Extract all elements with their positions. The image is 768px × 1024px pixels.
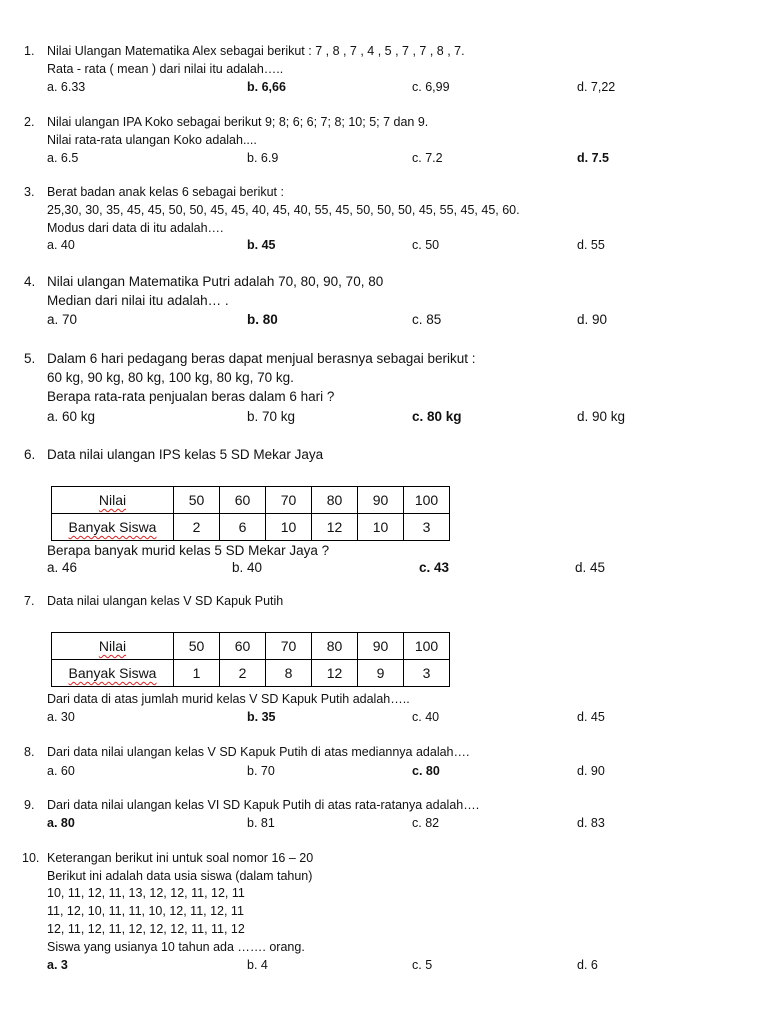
option-a: a. 40 [47, 238, 75, 252]
option-d: d. 90 kg [577, 409, 626, 424]
question-10-number: 10. [22, 851, 40, 865]
question-6-number: 6. [24, 447, 36, 462]
option-d: d. 45 [575, 560, 606, 575]
table-cell: 10 [266, 514, 312, 541]
table-cell: 9 [358, 660, 404, 687]
option-d: d. 90 [577, 764, 605, 778]
question-3-text: Berat badan anak kelas 6 sebagai berikut : [47, 185, 284, 199]
option-d: d. 83 [577, 816, 605, 830]
table-row [52, 487, 450, 514]
table-cell: 2 [174, 514, 220, 541]
option-d: d. 7,22 [577, 80, 616, 94]
table-row [52, 633, 450, 660]
table-cell: 60 [220, 487, 266, 514]
option-a-answer: a. 80 [47, 816, 75, 830]
question-1-number: 1. [24, 44, 35, 58]
option-d-answer: d. 7.5 [577, 151, 609, 165]
option-a: a. 6.5 [47, 151, 79, 165]
question-4-text: Nilai ulangan Matematika Putri adalah 70, 80, 90, 70, 80 [47, 274, 384, 289]
question-2-text: Nilai rata-rata ulangan Koko adalah.... [47, 133, 257, 147]
table-cell: 70 [266, 487, 312, 514]
option-c: c. 7.2 [412, 151, 443, 165]
table-header-cell [52, 633, 174, 660]
option-a: a. 60 kg [47, 409, 96, 424]
question-4-number: 4. [24, 274, 36, 289]
table-cell: 10 [358, 514, 404, 541]
option-b: b. 6.9 [247, 151, 279, 165]
question-10-text: 10, 11, 12, 11, 13, 12, 12, 11, 12, 11 [47, 886, 245, 900]
question-8-number: 8. [24, 745, 35, 759]
table-cell: 2 [220, 660, 266, 687]
question-10-text: 12, 11, 12, 11, 12, 12, 12, 11, 11, 12 [47, 922, 245, 936]
option-b-answer: b. 45 [247, 238, 276, 252]
label-nilai: Nilai [98, 638, 127, 654]
table-cell: 3 [404, 660, 450, 687]
question-1-text: Rata - rata ( mean ) dari nilai itu adalah….. [47, 62, 284, 76]
table-cell: 90 [358, 487, 404, 514]
question-5-number: 5. [24, 351, 36, 366]
option-a: a. 70 [47, 312, 78, 327]
option-a-answer: a. 3 [47, 958, 68, 972]
option-c: c. 6,99 [412, 80, 450, 94]
option-c: c. 85 [412, 312, 442, 327]
question-3-number: 3. [24, 185, 35, 199]
table-cell: 8 [266, 660, 312, 687]
option-d: d. 6 [577, 958, 598, 972]
table-header-cell [52, 487, 174, 514]
option-d: d. 55 [577, 238, 605, 252]
option-a: a. 30 [47, 710, 75, 724]
option-b: b. 4 [247, 958, 268, 972]
question-9-text: Dari data nilai ulangan kelas VI SD Kapuk Putih di atas rata-ratanya adalah…. [47, 798, 480, 812]
option-d: d. 45 [577, 710, 605, 724]
table-cell: 60 [220, 633, 266, 660]
question-5-text: Berapa rata-rata penjualan beras dalam 6 hari ? [47, 389, 335, 404]
option-c: c. 40 [412, 710, 440, 724]
option-c-answer: c. 43 [419, 560, 450, 575]
option-a: a. 60 [47, 764, 75, 778]
label-banyak-siswa: Banyak Siswa [68, 519, 157, 535]
question-7-text: Data nilai ulangan kelas V SD Kapuk Putih [47, 594, 284, 608]
option-b-answer: b. 80 [247, 312, 278, 327]
table-header-cell [52, 514, 174, 541]
option-a: a. 6.33 [47, 80, 86, 94]
question-3-text: Modus dari data di itu adalah…. [47, 221, 224, 235]
option-b-answer: b. 35 [247, 710, 276, 724]
label-banyak-siswa: Banyak Siswa [68, 665, 157, 681]
table-cell: 90 [358, 633, 404, 660]
data-table-q7 [51, 632, 450, 687]
table-row [52, 514, 450, 541]
label-nilai: Nilai [98, 492, 127, 508]
option-c: c. 50 [412, 238, 440, 252]
question-8-text: Dari data nilai ulangan kelas V SD Kapuk Putih di atas mediannya adalah…. [47, 745, 470, 759]
option-c-answer: c. 80 [412, 764, 440, 778]
question-4-text: Median dari nilai itu adalah… . [47, 293, 229, 308]
question-6-text: Data nilai ulangan IPS kelas 5 SD Mekar Jaya [47, 447, 324, 462]
option-c: c. 82 [412, 816, 440, 830]
option-b: b. 40 [232, 560, 263, 575]
question-5-text: 60 kg, 90 kg, 80 kg, 100 kg, 80 kg, 70 kg. [47, 370, 294, 385]
table-header-cell [52, 660, 174, 687]
question-1-text: Nilai Ulangan Matematika Alex sebagai berikut : 7 , 8 , 7 , 4 , 5 , 7 , 7 , 8 , 7. [47, 44, 465, 58]
table-cell: 100 [404, 633, 450, 660]
table-cell: 70 [266, 633, 312, 660]
table-cell: 50 [174, 487, 220, 514]
question-10-text: Keterangan berikut ini untuk soal nomor 16 – 20 [47, 851, 314, 865]
table-cell: 6 [220, 514, 266, 541]
table-cell: 12 [312, 660, 358, 687]
question-9-number: 9. [24, 798, 35, 812]
option-c-answer: c. 80 kg [412, 409, 462, 424]
question-7-text: Dari data di atas jumlah murid kelas V SD Kapuk Putih adalah….. [47, 692, 410, 706]
table-cell: 80 [312, 487, 358, 514]
option-c: c. 5 [412, 958, 433, 972]
table-cell: 3 [404, 514, 450, 541]
question-10-text: Siswa yang usianya 10 tahun ada ……. orang. [47, 940, 305, 954]
question-5-text: Dalam 6 hari pedagang beras dapat menjual berasnya sebagai berikut : [47, 351, 476, 366]
table-cell: 1 [174, 660, 220, 687]
option-b: b. 81 [247, 816, 275, 830]
question-10-text: Berikut ini adalah data usia siswa (dalam tahun) [47, 869, 313, 883]
data-table-q6 [51, 486, 450, 541]
option-b: b. 70 [247, 764, 275, 778]
option-d: d. 90 [577, 312, 608, 327]
option-b-answer: b. 6,66 [247, 80, 286, 94]
question-10-text: 11, 12, 10, 11, 11, 10, 12, 11, 12, 11 [47, 904, 244, 918]
table-cell: 80 [312, 633, 358, 660]
option-a: a. 46 [47, 560, 78, 575]
table-row [52, 660, 450, 687]
option-b: b. 70 kg [247, 409, 296, 424]
table-cell: 100 [404, 487, 450, 514]
question-2-number: 2. [24, 115, 35, 129]
question-3-text: 25,30, 30, 35, 45, 45, 50, 50, 45, 45, 40, 45, 40, 55, 45, 50, 50, 50, 45, 55, 45, 45, 60. [47, 203, 520, 217]
question-6-text: Berapa banyak murid kelas 5 SD Mekar Jaya ? [47, 543, 330, 558]
question-2-text: Nilai ulangan IPA Koko sebagai berikut 9; 8; 6; 6; 7; 8; 10; 5; 7 dan 9. [47, 115, 429, 129]
table-cell: 50 [174, 633, 220, 660]
table-cell: 12 [312, 514, 358, 541]
question-7-number: 7. [24, 594, 35, 608]
